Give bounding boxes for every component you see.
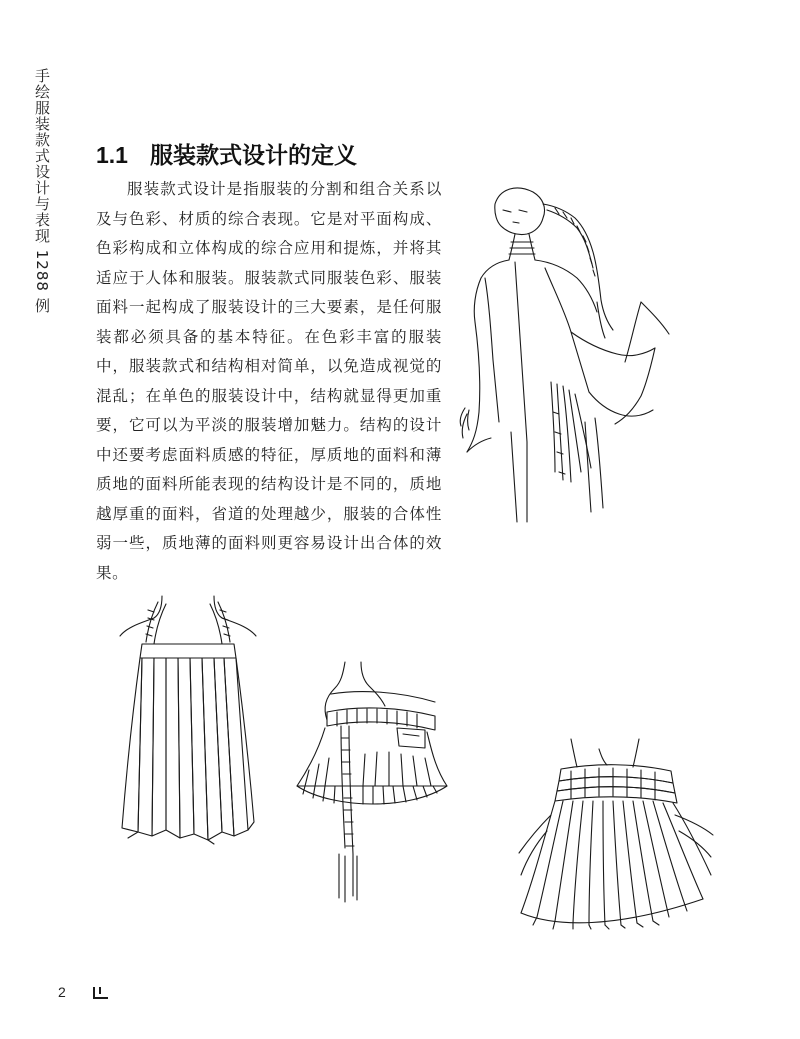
fashion-figure-sketch bbox=[455, 182, 680, 527]
halter-dress-sketch bbox=[108, 592, 268, 847]
section-number: 1.1 bbox=[96, 142, 128, 168]
fringe-skirt-sketch bbox=[515, 735, 715, 930]
page-number: 2 bbox=[58, 984, 66, 1000]
section-title bbox=[96, 137, 357, 170]
section-title-text: 服装款式设计的定义 bbox=[149, 143, 357, 169]
body-paragraph: 服装款式设计是指服装的分割和组合关系以及与色彩、材质的综合表现。它是对平面构成、色彩构成和立体构成的综合应用和提炼，并将其适应于人体和服装。服装款式同服装色彩、服装面料一起构成了服装设计的三大要素，是任何服装都必须具备的基本特征。在色彩丰富的服装中，服装款式和结构相对简单，以免造成视觉的混乱；在单色的服装设计中，结构就显得更加重要，它可以为平淡的服装增加魅力。结构的设计中还要考虑面料质感的特征，厚质地的面料和薄质地的面料所能表现的结构设计是不同的，质地越厚重的面料，省道的处理越少，服装的合体性弱一些，质地薄的面料则更容易设计出合体的效果。 bbox=[96, 180, 442, 582]
pleated-mini-skirt-sketch bbox=[285, 658, 455, 913]
running-head: 手绘服装款式设计与表现 1288 例 bbox=[33, 68, 51, 314]
folio-ornament-icon bbox=[92, 986, 110, 1000]
